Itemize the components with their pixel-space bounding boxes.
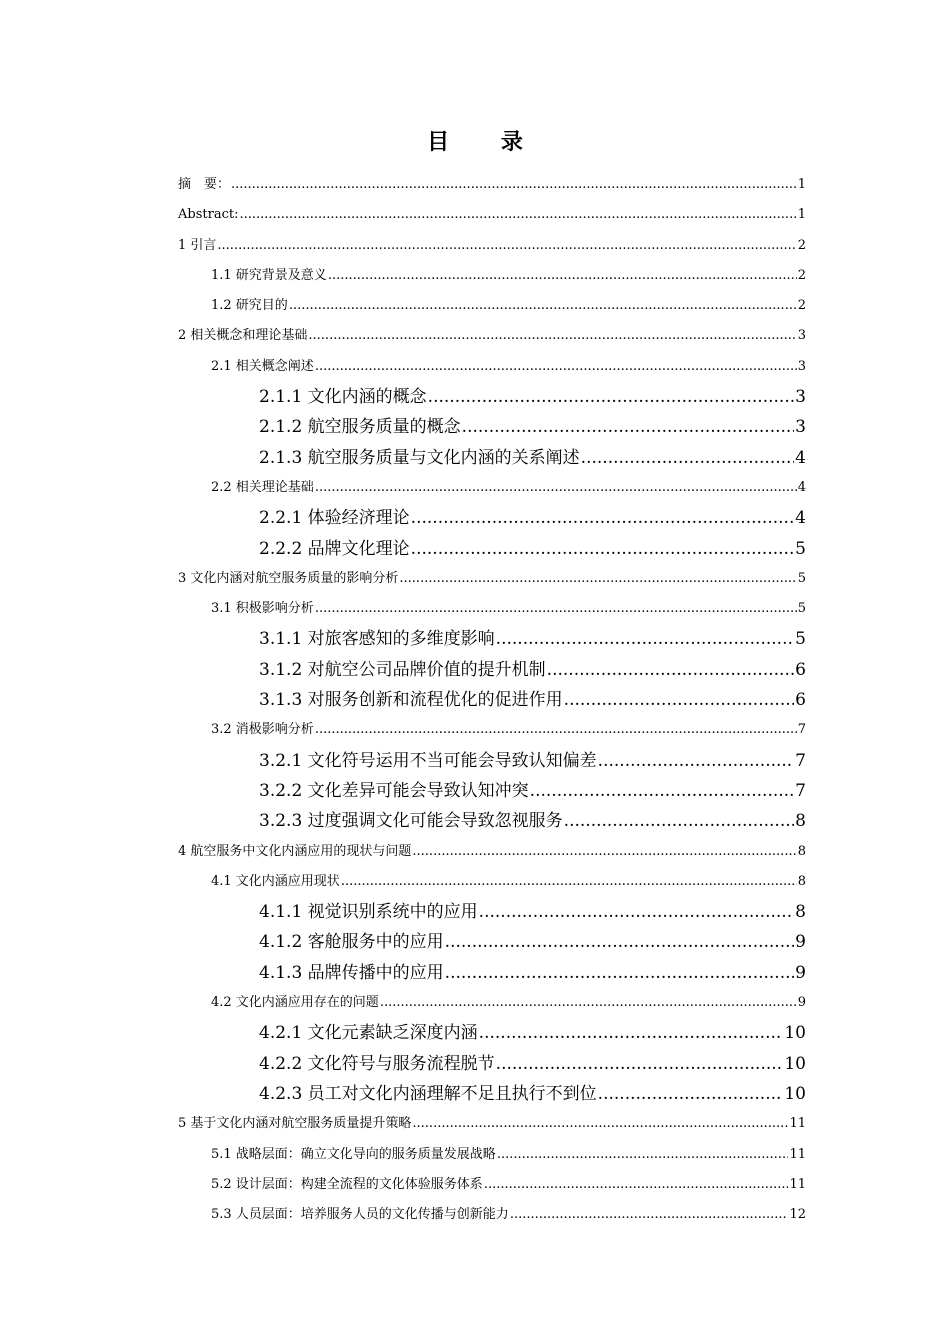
toc-entry[interactable] [178,746,806,776]
toc-entry-page-number: 9 [795,932,806,953]
toc-entry-label: 5.1 战略层面：确立文化导向的服务质量发展战略 [211,1146,496,1162]
toc-entry-label: 1 引言 [178,237,217,253]
toc-entry-label: 4.2.2 文化符号与服务流程脱节 [259,1053,495,1074]
toc-entry-page-number: 7 [797,722,806,738]
toc-entry-page-number: 1 [797,207,806,223]
toc-entry-label: 4 航空服务中文化内涵应用的现状与问题 [178,843,412,859]
toc-entry[interactable] [178,412,806,442]
toc-entry[interactable] [178,624,806,654]
toc-entry-page-number: 3 [797,358,806,374]
toc-dot-leader [484,1170,789,1200]
toc-entry-page-number: 3 [795,387,806,408]
toc-entry-label: 3.1 积极影响分析 [211,601,314,617]
toc-entry-label: 3.2 消极影响分析 [211,722,314,738]
toc-entry[interactable] [178,564,806,594]
toc-dot-leader [399,564,796,594]
toc-entry[interactable] [178,685,806,715]
toc-dot-leader [380,988,797,1018]
toc-entry[interactable] [178,988,806,1018]
toc-dot-leader [581,443,795,473]
toc-dot-leader [462,412,795,442]
toc-dot-leader [315,352,797,382]
toc-dot-leader [598,1079,784,1109]
toc-dot-leader [428,382,795,412]
toc-entry-label: 3.2.3 过度强调文化可能会导致忽视服务 [259,811,563,832]
toc-dot-leader [315,594,797,624]
toc-dot-leader [217,231,796,261]
toc-entry-page-number: 6 [795,690,806,711]
toc-entry-label: 4.1.1 视觉识别系统中的应用 [259,902,478,923]
toc-entry-page-number: 2 [797,237,806,253]
toc-entry[interactable] [178,503,806,533]
toc-entry-page-number: 4 [797,479,806,495]
toc-entry-label: 2.1.3 航空服务质量与文化内涵的关系阐述 [259,447,580,468]
toc-entry-label: 4.2.3 员工对文化内涵理解不足且执行不到位 [259,1083,597,1104]
toc-entry-page-number: 5 [797,601,806,617]
toc-entry-page-number: 2 [797,267,806,283]
toc-dot-leader [289,291,797,321]
toc-entry[interactable] [178,231,806,261]
toc-dot-leader [315,473,797,503]
toc-dot-leader [497,1140,789,1170]
toc-entry-page-number: 9 [795,962,806,983]
toc-dot-leader [341,867,797,897]
toc-entry[interactable] [178,291,806,321]
toc-entry-page-number: 11 [789,1146,806,1162]
toc-entry-label: 2.2.1 体验经济理论 [259,508,410,529]
toc-dot-leader [496,1049,784,1079]
toc-entry-page-number: 9 [797,995,806,1011]
toc-dot-leader [479,897,795,927]
toc-dot-leader [231,170,797,200]
toc-entry[interactable] [178,867,806,897]
toc-dot-leader [412,1109,788,1139]
toc-entry[interactable] [178,1170,806,1200]
toc-entry-page-number: 10 [784,1053,806,1074]
toc-entry[interactable] [178,806,806,836]
toc-entry-label: 1.1 研究背景及意义 [211,267,327,283]
toc-entry-page-number: 7 [795,750,806,771]
toc-entry[interactable] [178,1109,806,1139]
toc-entry-label: 4.2.1 文化元素缺乏深度内涵 [259,1023,478,1044]
toc-entry-label: 3.1.2 对航空公司品牌价值的提升机制 [259,659,546,680]
toc-entry[interactable] [178,776,806,806]
toc-entry-label: 3.1.1 对旅客感知的多维度影响 [259,629,495,650]
toc-entry[interactable] [178,261,806,291]
toc-entry[interactable] [178,1200,806,1230]
toc-entry-label: 4.1.2 客舱服务中的应用 [259,932,444,953]
toc-entry-label: 摘 要： [178,177,231,192]
toc-entry-page-number: 2 [797,298,806,314]
toc-entry-page-number: 5 [795,538,806,559]
toc-entry[interactable] [178,837,806,867]
toc-entry-label: 2.2.2 品牌文化理论 [259,538,410,559]
toc-entry-label: 3.2.1 文化符号运用不当可能会导致认知偏差 [259,750,597,771]
toc-entry-page-number: 8 [795,811,806,832]
toc-entry-page-number: 3 [795,417,806,438]
toc-entry[interactable] [178,382,806,412]
toc-entry[interactable] [178,321,806,351]
toc-entry[interactable] [178,594,806,624]
toc-entry-page-number: 11 [789,1116,806,1132]
toc-entry-page-number: 5 [797,570,806,586]
toc-entry-page-number: 12 [789,1207,806,1223]
toc-list [178,170,806,1230]
toc-entry[interactable] [178,655,806,685]
toc-dot-leader [496,624,795,654]
toc-dot-leader [239,200,796,230]
toc-dot-leader [564,806,795,836]
toc-dot-leader [547,655,795,685]
toc-dot-leader [308,321,796,351]
toc-entry[interactable] [178,170,806,200]
toc-dot-leader [412,837,796,867]
toc-dot-leader [315,715,797,745]
toc-entry-page-number: 4 [795,508,806,529]
toc-entry-label: 4.2 文化内涵应用存在的问题 [211,995,379,1011]
toc-dot-leader [530,776,795,806]
toc-entry-label: 5.2 设计层面：构建全流程的文化体验服务体系 [211,1176,483,1192]
toc-entry[interactable] [178,473,806,503]
toc-dot-leader [411,534,795,564]
toc-dot-leader [510,1200,789,1230]
toc-entry[interactable] [178,1079,806,1109]
toc-entry-page-number: 1 [797,177,806,192]
toc-entry-page-number: 11 [789,1176,806,1192]
toc-entry-label: 4.1.3 品牌传播中的应用 [259,962,444,983]
toc-entry[interactable] [178,443,806,473]
toc-entry[interactable] [178,200,806,230]
toc-entry[interactable] [178,897,806,927]
toc-entry-label: Abstract: [178,207,239,223]
toc-entry-page-number: 10 [784,1083,806,1104]
toc-entry[interactable] [178,715,806,745]
toc-entry[interactable] [178,1018,806,1048]
toc-title: 目 录 [427,129,545,155]
toc-entry-label: 2.1.2 航空服务质量的概念 [259,417,461,438]
toc-entry-label: 2.1 相关概念阐述 [211,358,314,374]
toc-entry[interactable] [178,958,806,988]
toc-entry-label: 5.3 人员层面：培养服务人员的文化传播与创新能力 [211,1207,509,1223]
toc-entry-page-number: 3 [797,328,806,344]
toc-entry-page-number: 8 [795,902,806,923]
toc-entry[interactable] [178,927,806,957]
toc-entry[interactable] [178,1049,806,1079]
toc-entry-page-number: 10 [784,1023,806,1044]
toc-entry-label: 3.2.2 文化差异可能会导致认知冲突 [259,780,529,801]
toc-entry-label: 3.1.3 对服务创新和流程优化的促进作用 [259,690,563,711]
toc-entry-page-number: 5 [795,629,806,650]
toc-entry[interactable] [178,1140,806,1170]
toc-entry-page-number: 8 [797,873,806,889]
toc-entry-label: 3 文化内涵对航空服务质量的影响分析 [178,570,399,586]
toc-entry-page-number: 6 [795,659,806,680]
toc-entry[interactable] [178,352,806,382]
toc-entry-page-number: 4 [795,447,806,468]
toc-entry-label: 1.2 研究目的 [211,298,288,314]
toc-dot-leader [445,958,795,988]
toc-dot-leader [411,503,795,533]
toc-entry-label: 2.1.1 文化内涵的概念 [259,387,427,408]
toc-dot-leader [445,927,795,957]
toc-dot-leader [479,1018,784,1048]
toc-entry[interactable] [178,534,806,564]
toc-dot-leader [598,746,795,776]
toc-entry-page-number: 8 [797,843,806,859]
toc-entry-label: 5 基于文化内涵对航空服务质量提升策略 [178,1116,412,1132]
toc-entry-label: 2 相关概念和理论基础 [178,328,308,344]
toc-entry-label: 2.2 相关理论基础 [211,479,314,495]
toc-entry-page-number: 7 [795,780,806,801]
toc-dot-leader [328,261,797,291]
toc-dot-leader [564,685,795,715]
toc-entry-label: 4.1 文化内涵应用现状 [211,873,340,889]
